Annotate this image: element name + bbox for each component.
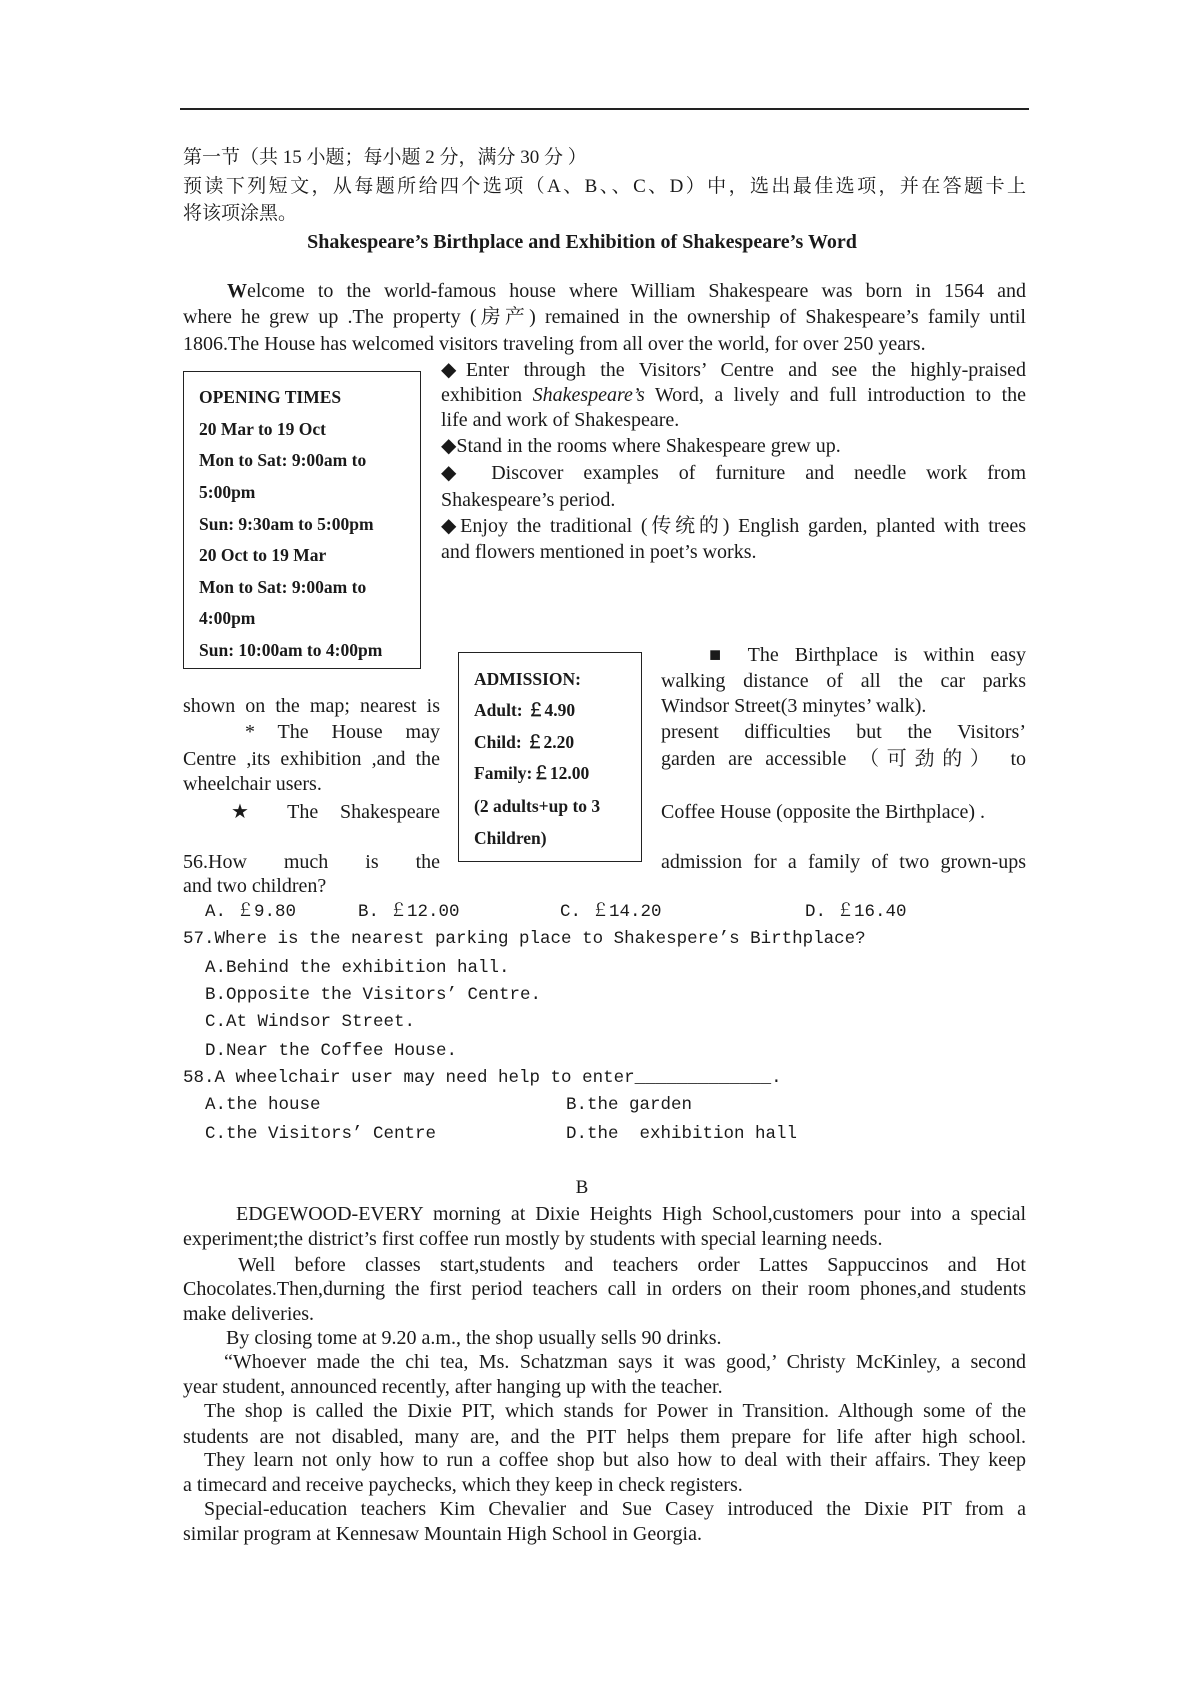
feature-line: ◆ Discover examples of furniture and needle work from	[441, 462, 1026, 484]
passage-b-line: The shop is called the Dixie PIT, which stands for Power in Transition. Although some of the	[204, 1400, 1026, 1422]
note-line: * The House may	[245, 721, 440, 743]
opening-times-line: Mon to Sat: 9:00am to	[199, 577, 367, 597]
admission-line: Child: ￡2.20	[474, 732, 575, 752]
q57-option-b: B.Opposite the Visitors’ Centre.	[205, 985, 542, 1005]
feature-text: Word, a lively and full introduction to the	[644, 384, 1027, 406]
opening-times-heading: OPENING TIMES	[199, 387, 342, 407]
passage-b-line: By closing tome at 9.20 a.m., the shop usually sells 90 drinks.	[226, 1327, 722, 1349]
passage-b-line: year student, announced recently, after hanging up with the teacher.	[183, 1376, 723, 1398]
feature-line: life and work of Shakespeare.	[441, 409, 680, 431]
feature-line: Shakespeare’s period.	[441, 489, 616, 511]
header-rule	[180, 108, 1029, 110]
note-line: wheelchair users.	[183, 773, 322, 795]
q57-option-d: D.Near the Coffee House.	[205, 1041, 458, 1061]
q58-option-b: B.the garden	[566, 1095, 693, 1115]
feature-line: and flowers mentioned in poet’s works.	[441, 541, 757, 563]
q58-option-a: A.the house	[205, 1095, 321, 1115]
admission-line: (2 adults+up to 3	[474, 796, 601, 816]
passage-b-line: EDGEWOOD-EVERY morning at Dixie Heights High School,customers pour into a special	[236, 1203, 1026, 1225]
exhibition-name: Shakespeare’s	[532, 384, 645, 406]
intro-line: where he grew up .The property (房产) remained in the ownership of Shakespeare’s family until	[183, 306, 1026, 328]
admission-line: Children)	[474, 828, 547, 848]
q58-option-c: C.the Visitors’ Centre	[205, 1124, 437, 1144]
q56-option-a: A. ￡9.80	[205, 902, 297, 922]
note-line: Windsor Street(3 minytes’ walk).	[661, 695, 927, 717]
question-56-stem: and two children?	[183, 875, 327, 897]
question-56-stem: 56.How much is the	[183, 851, 440, 873]
passage-b-line: students are not disabled, many are, and the PIT helps them prepare for life after high school.	[183, 1426, 1026, 1448]
passage-a-title: Shakespeare’s Birthplace and Exhibition of Shakespeare’s Word	[307, 231, 857, 253]
section-instruction: 预读下列短文，从每题所给四个选项（A、B、、C、D）中，选出最佳选项，并在答题卡上	[183, 176, 1026, 197]
opening-times-line: 4:00pm	[199, 608, 256, 628]
section-heading: 第一节（共 15 小题；每小题 2 分，满分 30 分 ）	[183, 147, 587, 168]
admission-heading: ADMISSION:	[474, 669, 581, 689]
opening-times-line: Sun: 10:00am to 4:00pm	[199, 640, 383, 660]
question-58-stem: 58.A wheelchair user may need help to enter_____________.	[183, 1068, 782, 1088]
opening-times-box	[183, 371, 421, 669]
question-56-stem: admission for a family of two grown-ups	[661, 851, 1026, 873]
opening-times-line: 20 Mar to 19 Oct	[199, 419, 327, 439]
note-line: Centre ,its exhibition ,and the	[183, 748, 440, 770]
q58-option-d: D.the exhibition hall	[566, 1124, 798, 1144]
feature-line: ◆Enjoy the traditional (传统的) English garden, planted with trees	[441, 515, 1026, 537]
feature-line: ◆Stand in the rooms where Shakespeare grew up.	[441, 435, 841, 457]
passage-b-line: similar program at Kennesaw Mountain High School in Georgia.	[183, 1523, 702, 1545]
passage-b-line: They learn not only how to run a coffee shop but also how to deal with their affairs. They keep	[204, 1449, 1026, 1471]
q56-option-b: B. ￡12.00	[358, 902, 460, 922]
passage-b-label: B	[575, 1177, 589, 1198]
question-57-stem: 57.Where is the nearest parking place to Shakespere’s Birthplace?	[183, 929, 866, 949]
passage-b-line: Well before classes start,students and teachers order Lattes Sappuccinos and Hot	[238, 1254, 1026, 1276]
opening-times-line: Mon to Sat: 9:00am to	[199, 450, 367, 470]
opening-times-line: 20 Oct to 19 Mar	[199, 545, 327, 565]
intro-line: 1806.The House has welcomed visitors traveling from all over the world, for over 250 years.	[183, 333, 926, 355]
passage-b-line: Special-education teachers Kim Chevalier and Sue Casey introduced the Dixie PIT from a	[204, 1498, 1026, 1520]
passage-b-line: Chocolates.Then,durning the first period teachers call in orders on their room phones,and students	[183, 1278, 1026, 1300]
opening-times-line: Sun: 9:30am to 5:00pm	[199, 514, 374, 534]
admission-line: Family:￡12.00	[474, 763, 590, 783]
note-line: walking distance of all the car parks	[661, 670, 1026, 692]
intro-line: Welcome to the world-famous house where William Shakespeare was born in 1564 and	[227, 280, 1026, 302]
passage-b-line: experiment;the district’s first coffee run mostly by students with special learning needs.	[183, 1228, 883, 1250]
note-line: Coffee House (opposite the Birthplace) .	[661, 801, 985, 823]
q57-option-c: C.At Windsor Street.	[205, 1012, 416, 1032]
feature-line: ◆Enter through the Visitors’ Centre and see the highly-praised	[441, 359, 1026, 381]
passage-b-line: “Whoever made the chi tea, Ms. Schatzman says it was good,’ Christy McKinley, a second	[224, 1351, 1026, 1373]
admission-box	[458, 652, 642, 862]
note-line: ★ The Shakespeare	[231, 801, 440, 823]
passage-b-line: a timecard and receive paychecks, which they keep in check registers.	[183, 1474, 743, 1496]
note-line: garden are accessible （可劲的） to	[661, 748, 1026, 770]
feature-line	[441, 382, 1026, 408]
section-instruction-cont: 将该项涂黑。	[183, 203, 298, 224]
q56-option-d: D. ￡16.40	[805, 902, 907, 922]
q57-option-a: A.Behind the exhibition hall.	[205, 958, 510, 978]
note-line: shown on the map; nearest is	[183, 695, 440, 717]
feature-text: exhibition	[441, 384, 533, 406]
passage-b-line: make deliveries.	[183, 1303, 315, 1325]
admission-line: Adult: ￡4.90	[474, 700, 576, 720]
opening-times-line: 5:00pm	[199, 482, 256, 502]
note-line: present difficulties but the Visitors’	[661, 721, 1026, 743]
note-line: ■ The Birthplace is within easy	[709, 644, 1026, 666]
q56-option-c: C. ￡14.20	[560, 902, 662, 922]
